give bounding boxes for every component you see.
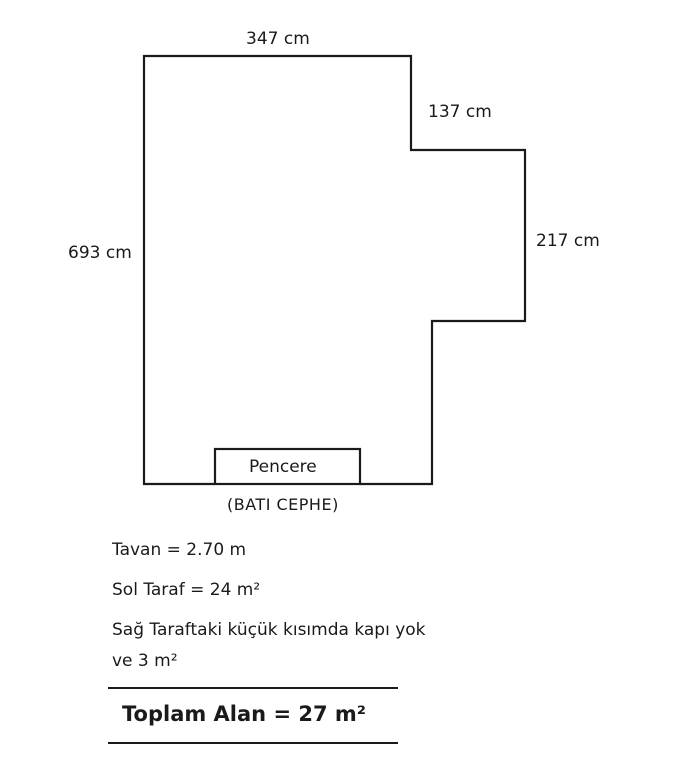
total-area: Toplam Alan = 27 m²	[122, 702, 366, 726]
window-label: Pencere	[249, 457, 317, 477]
dimension-top: 347 cm	[246, 29, 310, 49]
divider-top	[108, 687, 398, 689]
right-side-note-line1: Sağ Taraftaki küçük kısımda kapı yok	[112, 620, 426, 640]
right-side-note-line2: ve 3 m²	[112, 651, 178, 671]
ceiling-note: Tavan = 2.70 m	[112, 540, 247, 560]
dimension-left: 693 cm	[68, 243, 132, 263]
facade-label: (BATI CEPHE)	[227, 495, 339, 514]
left-side-note: Sol Taraf = 24 m²	[112, 580, 261, 600]
dimension-step: 137 cm	[428, 102, 492, 122]
divider-bottom	[108, 742, 398, 744]
dimension-right: 217 cm	[536, 231, 600, 251]
